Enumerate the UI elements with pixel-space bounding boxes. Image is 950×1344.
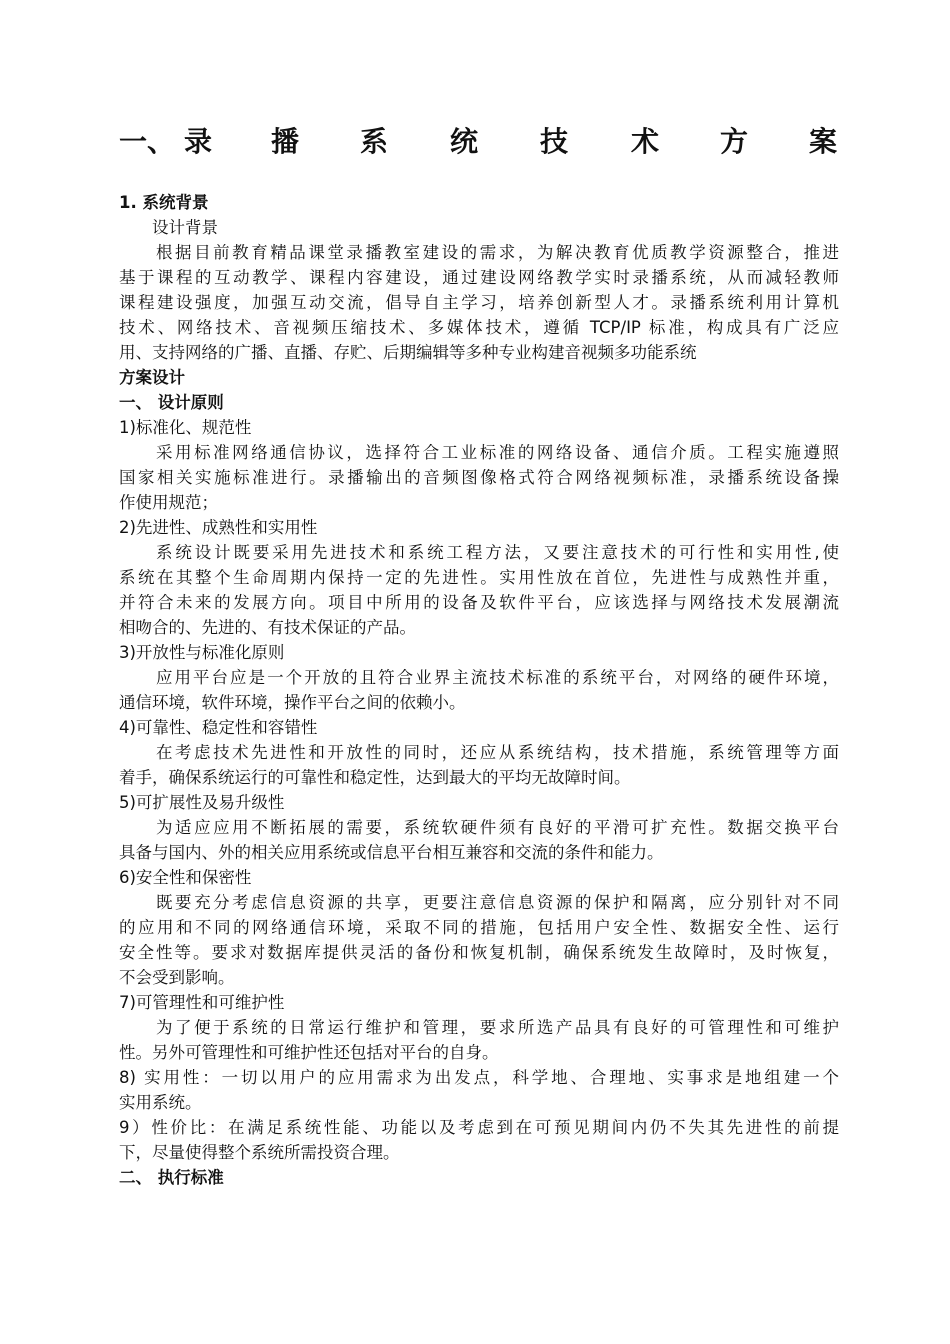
section-heading: 1. 系统背景 bbox=[119, 193, 209, 212]
title-char: 技 bbox=[540, 125, 569, 158]
text-line: 9）性价比：在满足系统性能、功能以及考虑到在可预见期间内仍不失其先进性的前提 bbox=[119, 1118, 839, 1137]
text-line: 1)标准化、规范性 bbox=[119, 418, 252, 437]
text-line: 系统设计既要采用先进技术和系统工程方法，又要注意技术的可行性和实用性,使 bbox=[156, 543, 839, 562]
title-char: 术 bbox=[631, 125, 660, 158]
section-heading: 方案设计 bbox=[119, 368, 185, 387]
text-line: 在考虑技术先进性和开放性的同时，还应从系统结构，技术措施，系统管理等方面 bbox=[156, 743, 839, 762]
title-char: 播 bbox=[271, 125, 300, 158]
text-line: 为了便于系统的日常运行维护和管理，要求所选产品具有良好的可管理性和可维护 bbox=[156, 1018, 839, 1037]
text-line: 8) 实用性：一切以用户的应用需求为出发点，科学地、合理地、实事求是地组建一个 bbox=[119, 1068, 839, 1087]
text-line: 根据目前教育精品课堂录播教室建设的需求，为解决教育优质教学资源整合，推进 bbox=[156, 243, 839, 262]
text-line: 实用系统。 bbox=[119, 1093, 202, 1112]
text-line: 用、支持网络的广播、直播、存贮、后期编辑等多种专业构建音视频多功能系统 bbox=[119, 343, 697, 362]
text-line: 为适应应用不断拓展的需要，系统软硬件须有良好的平滑可扩充性。数据交换平台 bbox=[156, 818, 839, 837]
text-line: 性。另外可管理性和可维护性还包括对平台的自身。 bbox=[119, 1043, 499, 1062]
text-line: 系统在其整个生命周期内保持一定的先进性。实用性放在首位，先进性与成熟性并重， bbox=[119, 568, 839, 587]
text-line: 7)可管理性和可维护性 bbox=[119, 993, 285, 1012]
title-char: 一、 bbox=[119, 125, 176, 158]
text-line: 通信环境，软件环境，操作平台之间的依赖小。 bbox=[119, 693, 466, 712]
text-line: 下，尽量使得整个系统所需投资合理。 bbox=[119, 1143, 400, 1162]
text-line: 5)可扩展性及易升级性 bbox=[119, 793, 285, 812]
text-line: 课程建设强度，加强互动交流，倡导自主学习，培养创新型人才。录播系统利用计算机 bbox=[119, 293, 839, 312]
section-heading: 一、 设计原则 bbox=[119, 393, 224, 412]
title-char: 统 bbox=[450, 125, 479, 158]
text-line: 应用平台应是一个开放的且符合业界主流技术标准的系统平台，对网络的硬件环境， bbox=[156, 668, 839, 687]
text-line: 技术、网络技术、音视频压缩技术、多媒体技术，遵循 TCP/IP 标准，构成具有广泛应 bbox=[119, 318, 839, 337]
text-line: 并符合未来的发展方向。项目中所用的设备及软件平台，应该选择与网络技术发展潮流 bbox=[119, 593, 839, 612]
text-line: 的应用和不同的网络通信环境，采取不同的措施，包括用户安全性、数据安全性、运行 bbox=[119, 918, 839, 937]
text-line: 设计背景 bbox=[152, 218, 218, 237]
title-char: 录 bbox=[184, 125, 213, 158]
document-title bbox=[119, 120, 839, 160]
text-line: 6)安全性和保密性 bbox=[119, 868, 252, 887]
text-line: 不会受到影响。 bbox=[119, 968, 235, 987]
text-line: 相吻合的、先进的、有技术保证的产品。 bbox=[119, 618, 416, 637]
text-line: 基于课程的互动教学、课程内容建设，通过建设网络教学实时录播系统，从而减轻教师 bbox=[119, 268, 839, 287]
text-line: 安全性等。要求对数据库提供灵活的备份和恢复机制，确保系统发生故障时，及时恢复， bbox=[119, 943, 839, 962]
title-char: 方 bbox=[720, 125, 749, 158]
text-line: 2)先进性、成熟性和实用性 bbox=[119, 518, 318, 537]
text-line: 着手，确保系统运行的可靠性和稳定性，达到最大的平均无故障时间。 bbox=[119, 768, 631, 787]
text-line: 作使用规范； bbox=[119, 493, 218, 512]
text-line: 既要充分考虑信息资源的共享，更要注意信息资源的保护和隔离，应分别针对不同 bbox=[156, 893, 839, 912]
title-char: 案 bbox=[809, 125, 838, 158]
text-line: 国家相关实施标准进行。录播输出的音频图像格式符合网络视频标准，录播系统设备操 bbox=[119, 468, 839, 487]
section-heading: 二、 执行标准 bbox=[119, 1168, 224, 1187]
text-line: 3)开放性与标准化原则 bbox=[119, 643, 285, 662]
text-line: 4)可靠性、稳定性和容错性 bbox=[119, 718, 318, 737]
document-body bbox=[119, 190, 839, 1190]
text-line: 具备与国内、外的相关应用系统或信息平台相互兼容和交流的条件和能力。 bbox=[119, 843, 664, 862]
text-line: 采用标准网络通信协议，选择符合工业标准的网络设备、通信介质。工程实施遵照 bbox=[156, 443, 839, 462]
title-char: 系 bbox=[360, 125, 389, 158]
